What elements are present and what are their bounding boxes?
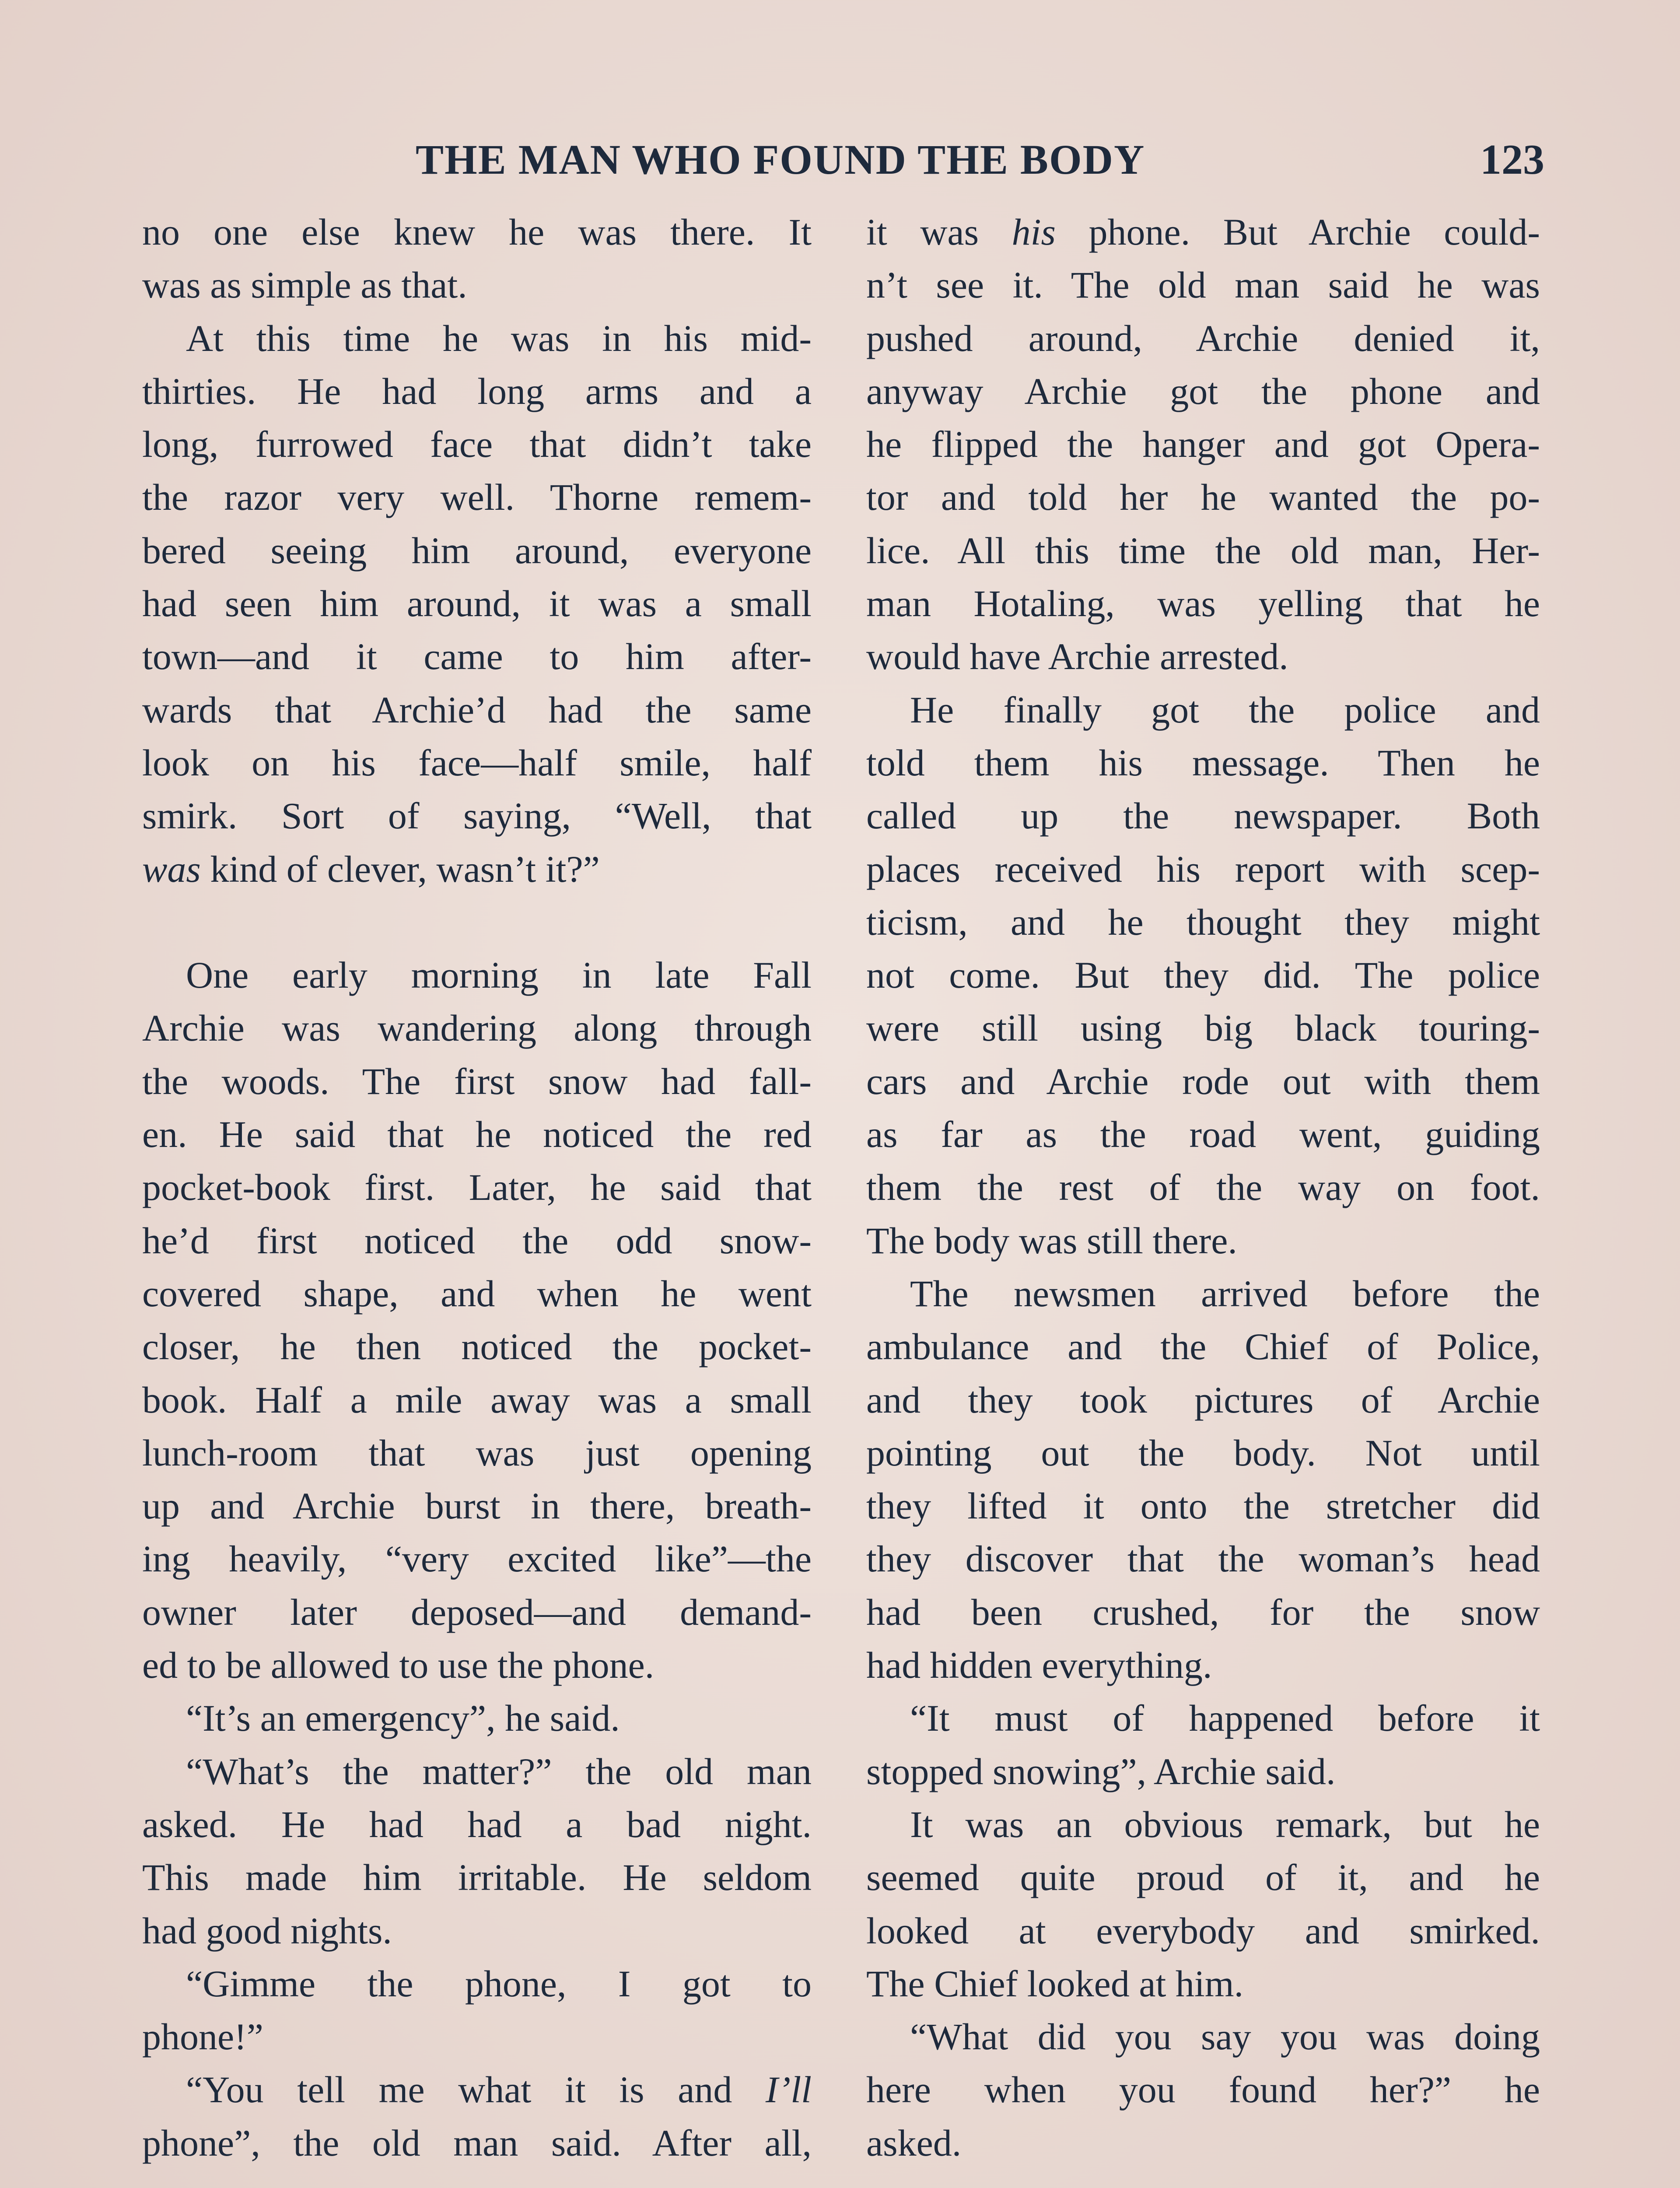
text-line: The Chief looked at him.: [866, 1962, 1244, 2005]
text-line: ed to be allowed to use the phone.: [142, 1644, 654, 1687]
text-line: no one else knew he was there. It: [142, 211, 812, 253]
text-line: seemed quite proud of it, and he: [866, 1856, 1540, 1899]
text-line: phone”, the old man said. After all,: [142, 2121, 812, 2164]
text-line: “It must of happened before it: [910, 1697, 1540, 1739]
text-line: them the rest of the way on foot.: [866, 1166, 1540, 1209]
text-line: ticism, and he thought they might: [866, 901, 1540, 943]
text-line: smirk. Sort of saying, “Well, that: [142, 795, 812, 837]
text-line: had been crushed, for the snow: [866, 1591, 1540, 1633]
text-line: was as simple as that.: [142, 264, 467, 306]
text-line: he’d first noticed the odd snow-: [142, 1219, 812, 1262]
text-line: man Hotaling, was yelling that he: [866, 582, 1540, 625]
text-line: ing heavily, “very excited like”—the: [142, 1538, 812, 1580]
text-line: looked at everybody and smirked.: [866, 1909, 1540, 1952]
text-line: This made him irritable. He seldom: [142, 1856, 812, 1899]
text-line: asked. He had had a bad night.: [142, 1803, 812, 1845]
text-line: wards that Archie’d had the same: [142, 688, 812, 731]
text-line: called up the newspaper. Both: [866, 795, 1540, 837]
text-line: here when you found her?” he: [866, 2069, 1540, 2111]
text-line: lice. All this time the old man, Her-: [866, 529, 1540, 572]
page-header: [416, 131, 1544, 188]
page-number: 123: [1480, 136, 1544, 183]
text-line: would have Archie arrested.: [866, 635, 1288, 678]
text-line: The body was still there.: [866, 1219, 1237, 1262]
left-text-column: [142, 206, 812, 2170]
text-line: At this time he was in his mid-: [186, 317, 812, 359]
text-line: “Gimme the phone, I got to: [186, 1962, 812, 2005]
text-line: book. Half a mile away was a small: [142, 1378, 812, 1421]
text-line: pointing out the body. Not until: [866, 1431, 1540, 1474]
text-line: “You tell me what it is and I’ll: [186, 2069, 812, 2111]
text-line: “It’s an emergency”, he said.: [186, 1697, 620, 1739]
text-line: Archie was wandering along through: [142, 1007, 812, 1049]
text-line: it was his phone. But Archie could-: [866, 211, 1540, 253]
text-line: told them his message. Then he: [866, 741, 1540, 784]
text-line: covered shape, and when he went: [142, 1272, 812, 1315]
text-line: had hidden everything.: [866, 1644, 1212, 1687]
text-line: had seen him around, it was a small: [142, 582, 812, 625]
right-text-column: [866, 206, 1540, 2170]
text-line: anyway Archie got the phone and: [866, 370, 1540, 412]
text-line: were still using big black touring-: [866, 1007, 1540, 1049]
text-line: lunch-room that was just opening: [142, 1431, 812, 1474]
text-line: stopped snowing”, Archie said.: [866, 1750, 1336, 1792]
text-line: they discover that the woman’s head: [866, 1538, 1540, 1580]
text-line: [142, 896, 812, 949]
text-line: up and Archie burst in there, breath-: [142, 1485, 812, 1527]
text-line: owner later deposed—and demand-: [142, 1591, 812, 1633]
text-line: places received his report with scep-: [866, 848, 1540, 890]
text-line: asked.: [866, 2121, 962, 2164]
text-line: One early morning in late Fall: [186, 954, 812, 996]
text-line: He finally got the police and: [910, 688, 1540, 731]
text-line: and they took pictures of Archie: [866, 1378, 1540, 1421]
text-line: “What did you say you was doing: [910, 2016, 1540, 2058]
text-line: tor and told her he wanted the po-: [866, 476, 1540, 519]
text-line: “What’s the matter?” the old man: [186, 1750, 812, 1792]
text-line: the razor very well. Thorne remem-: [142, 476, 812, 519]
text-line: was kind of clever, wasn’t it?”: [142, 848, 600, 890]
text-line: pushed around, Archie denied it,: [866, 317, 1540, 359]
text-line: town—and it came to him after-: [142, 635, 812, 678]
text-line: as far as the road went, guiding: [866, 1113, 1540, 1156]
text-line: not come. But they did. The police: [866, 954, 1540, 996]
text-line: phone!”: [142, 2016, 263, 2058]
text-line: cars and Archie rode out with them: [866, 1060, 1540, 1102]
text-line: closer, he then noticed the pocket-: [142, 1325, 812, 1368]
text-line: It was an obvious remark, but he: [910, 1803, 1540, 1845]
text-line: they lifted it onto the stretcher did: [866, 1485, 1540, 1527]
text-line: n’t see it. The old man said he was: [866, 264, 1540, 306]
text-line: he flipped the hanger and got Opera-: [866, 423, 1540, 466]
text-line: pocket-book first. Later, he said that: [142, 1166, 812, 1209]
running-title: THE MAN WHO FOUND THE BODY: [416, 136, 1145, 183]
text-line: bered seeing him around, everyone: [142, 529, 812, 572]
text-line: the woods. The first snow had fall-: [142, 1060, 812, 1102]
text-line: had good nights.: [142, 1909, 392, 1952]
text-line: en. He said that he noticed the red: [142, 1113, 812, 1156]
text-line: The newsmen arrived before the: [910, 1272, 1540, 1315]
text-line: thirties. He had long arms and a: [142, 370, 812, 412]
text-line: ambulance and the Chief of Police,: [866, 1325, 1540, 1368]
text-line: long, furrowed face that didn’t take: [142, 423, 812, 466]
text-line: look on his face—half smile, half: [142, 741, 812, 784]
